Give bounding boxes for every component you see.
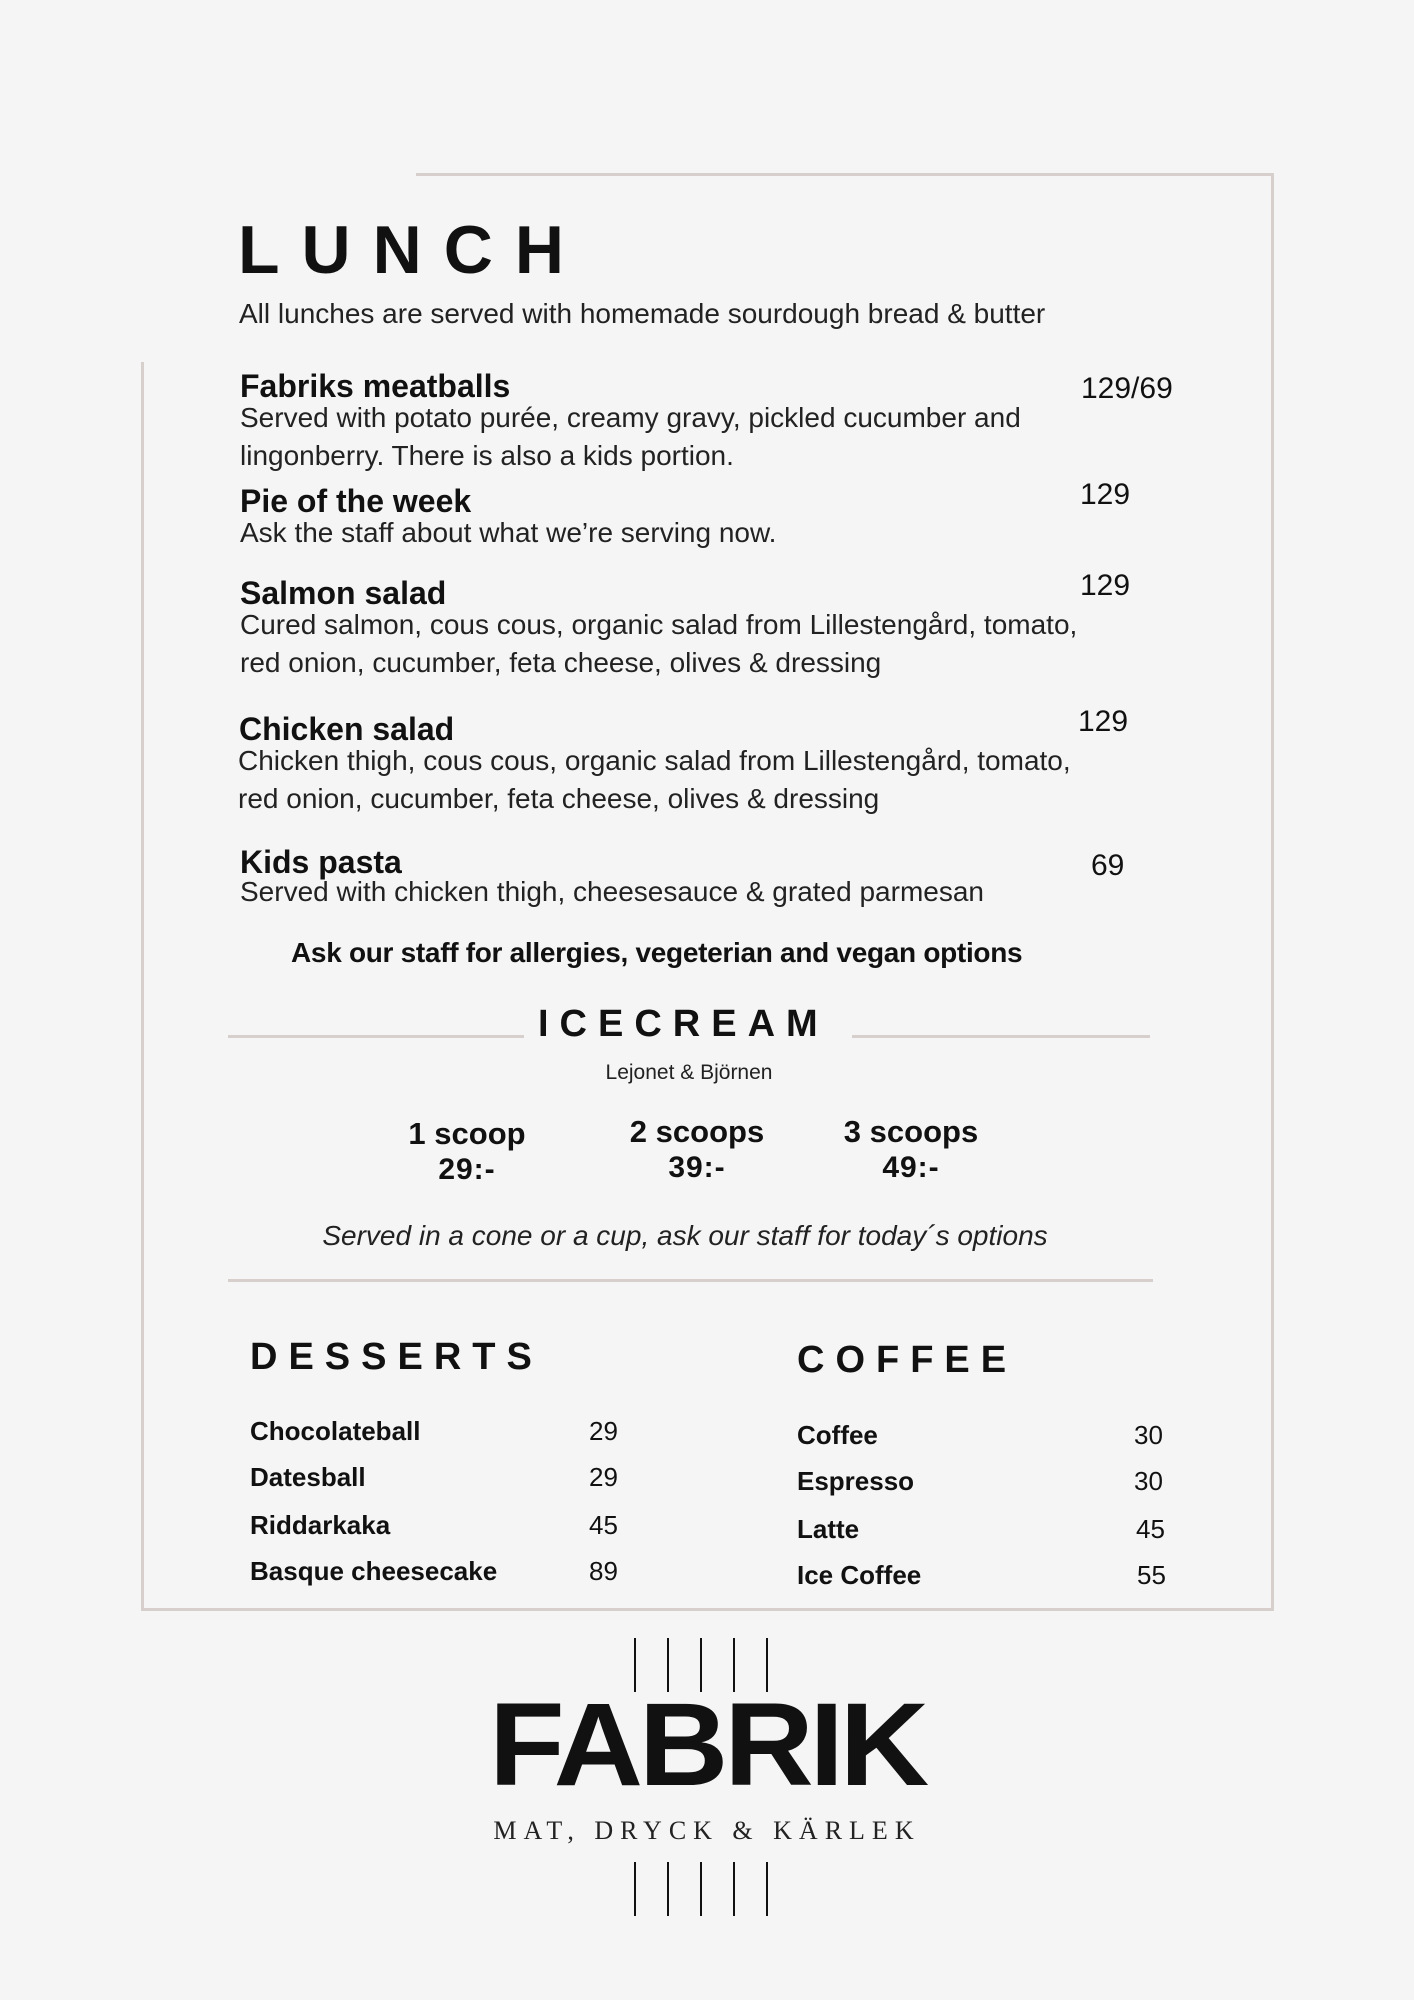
lunch-item-price: 69: [1091, 849, 1125, 882]
lunch-item-name: Salmon salad: [240, 575, 447, 611]
scoop-option: [801, 1114, 1021, 1186]
lunch-item-name: Chicken salad: [239, 711, 455, 747]
dessert-price: 89: [589, 1556, 618, 1586]
logo-tick: [766, 1862, 768, 1916]
dessert-name: Riddarkaka: [250, 1510, 391, 1540]
scoop-label: 2 scoops: [629, 1114, 765, 1149]
scoop-label: 1 scoop: [408, 1116, 526, 1151]
frame-left-border: [141, 362, 144, 1611]
allergy-note: Ask our staff for allergies, vegeterian and vegan options: [291, 937, 1023, 968]
scoop-price: 49:-: [882, 1151, 940, 1184]
icecream-brand: Lejonet & Björnen: [605, 1061, 773, 1084]
logo-tick: [667, 1862, 669, 1916]
dessert-price: 45: [589, 1510, 618, 1540]
lunch-item-name: Kids pasta: [240, 844, 402, 880]
dessert-name: Chocolateball: [250, 1416, 421, 1446]
lunch-item-description: Ask the staff about what we’re serving now.: [240, 517, 777, 548]
lunch-heading: LUNCH: [238, 212, 586, 288]
coffee-price: 30: [1134, 1466, 1163, 1496]
fabrik-logo: FABRIK: [489, 1679, 925, 1811]
logo-tick: [700, 1862, 702, 1916]
lunch-item-price: 129: [1078, 705, 1129, 738]
lunch-item-description: Chicken thigh, cous cous, organic salad from Lillestengård, tomato, red onion, cucumber, feta cheese, olives & dressing: [238, 745, 1071, 814]
icecream-rule-right: [852, 1035, 1150, 1038]
coffee-price: 55: [1137, 1560, 1166, 1590]
dessert-name: Datesball: [250, 1462, 366, 1492]
coffee-heading: COFFEE: [797, 1339, 1018, 1381]
icecream-heading: ICECREAM: [538, 1003, 829, 1045]
logo-bottom-ticks: [634, 1862, 768, 1916]
coffee-name: Ice Coffee: [797, 1560, 922, 1590]
frame-bottom-border: [141, 1608, 1274, 1611]
lunch-item-description: Served with potato purée, creamy gravy, pickled cucumber and lingonberry. There is also a kids portion.: [240, 402, 1021, 471]
lunch-item-name: Fabriks meatballs: [240, 368, 511, 404]
lunch-subtitle: All lunches are served with homemade sourdough bread & butter: [239, 298, 1046, 329]
scoop-label: 3 scoops: [843, 1114, 979, 1149]
logo-tagline: MAT, DRYCK & KÄRLEK: [493, 1816, 921, 1845]
lunch-item-description: Served with chicken thigh, cheesesauce & grated parmesan: [240, 876, 984, 907]
lunch-item-price: 129: [1080, 569, 1131, 602]
frame-right-border: [1271, 173, 1274, 1611]
scoop-price: 39:-: [668, 1151, 726, 1184]
frame-top-border: [416, 173, 1274, 176]
lunch-item-description: Cured salmon, cous cous, organic salad from Lillestengård, tomato, red onion, cucumber, feta cheese, olives & dressing: [240, 609, 1078, 678]
dessert-price: 29: [589, 1416, 618, 1446]
lunch-item-name: Pie of the week: [240, 483, 472, 519]
dessert-name: Basque cheesecake: [250, 1556, 498, 1586]
coffee-name: Espresso: [797, 1466, 915, 1496]
coffee-name: Coffee: [797, 1420, 878, 1450]
scoop-option: [587, 1114, 807, 1186]
section-divider: [228, 1279, 1153, 1282]
coffee-price: 30: [1134, 1420, 1163, 1450]
icecream-note: Served in a cone or a cup, ask our staff for today´s options: [322, 1220, 1048, 1251]
lunch-item-price: 129: [1080, 478, 1131, 511]
scoop-price: 29:-: [438, 1153, 496, 1186]
coffee-price: 45: [1136, 1514, 1165, 1544]
icecream-rule-left: [228, 1035, 524, 1038]
logo-tick: [634, 1862, 636, 1916]
scoop-option: [357, 1116, 577, 1188]
desserts-heading: DESSERTS: [250, 1336, 543, 1378]
dessert-price: 29: [589, 1462, 618, 1492]
lunch-item-price: 129/69: [1081, 372, 1173, 405]
logo-tick: [733, 1862, 735, 1916]
coffee-name: Latte: [797, 1514, 860, 1544]
